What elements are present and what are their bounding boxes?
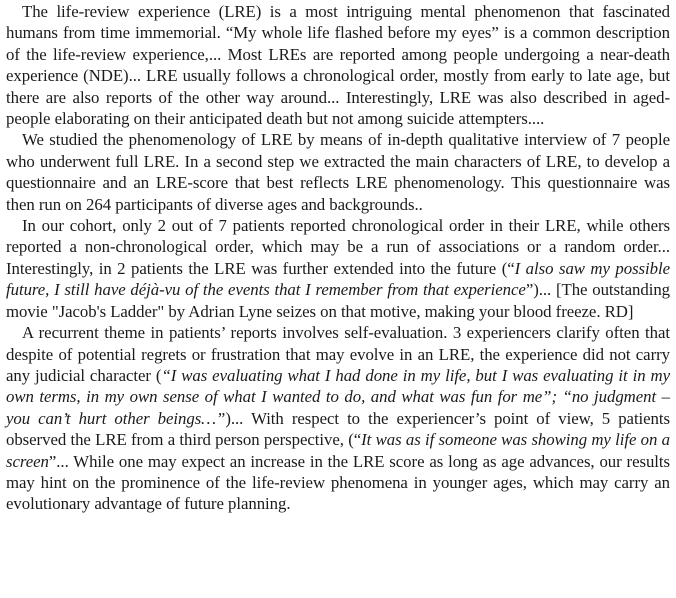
chronology-text-end: ”)... [The outstanding movie "Jacob's Ladder" by Adrian Lyne seizes on that motive, making your blood freeze. RD]: [6, 280, 670, 321]
chronology-quote: I also saw my possible future, I still have déjà-vu of the events that I remember from that experience: [6, 258, 671, 300]
paragraph-self-evaluation: [6, 322, 670, 515]
self-evaluation-text-end: ”... While one may expect an increase in the LRE score as long as age advances, our results may hint on the prominence of the life-review phenomena in younger ages, which may carry an evolutionary advantage of future planning.: [6, 451, 670, 514]
third-person-quote: It was as if someone was showing my life on a screen: [6, 430, 670, 471]
paragraph-methods: [6, 129, 670, 215]
paragraph-intro: [6, 1, 670, 129]
self-evaluation-text: A recurrent theme in patients’ reports involves self-evaluation. 3 experiencers clarify often that despite of potential regrets or frustration that may evolve in an LRE, the experience did not carry any judicial character (: [6, 323, 670, 385]
paragraph-chronology: [6, 215, 670, 322]
self-evaluation-quote: “I was evaluating what I had done in my life, but I was evaluating it in my own terms, in my own sense of what I wanted to do, and what was fun for me”; “no judgment – you can’t hurt other beings…”: [6, 365, 670, 428]
methods-text: We studied the phenomenology of LRE by means of in-depth qualitative interview of 7 people who underwent full LRE. In a second step we extracted the main characters of LRE, to develop a questionnaire and an LRE-score that best reflects LRE phenomenology. This questionnaire was then run on 264 participants of diverse ages and backgrounds..: [6, 130, 670, 214]
chronology-text: In our cohort, only 2 out of 7 patients reported chronological order in their LRE, while others reported a non-chronological order, which may be a run of associations or a random order... Interestingly, in 2 patients the LRE was further extended into the future (“: [6, 216, 670, 278]
intro-text: The life-review experience (LRE) is a most intriguing mental phenomenon that fascinated humans from time immemorial. “My whole life flashed before my eyes” is a common description of the life-review experience,... Most LREs are reported among people undergoing a near-death experience (NDE)... LRE usually follows a chronological order, mostly from early to late age, but there are also reports of the other way around... Interestingly, LRE was also described in aged-people elaborating on their anticipated death but not among suicide attempters....: [6, 2, 670, 129]
self-evaluation-text-mid: )... With respect to the experiencer’s point of view, 5 patients observed the LRE from a third person perspective, (“: [6, 408, 670, 450]
